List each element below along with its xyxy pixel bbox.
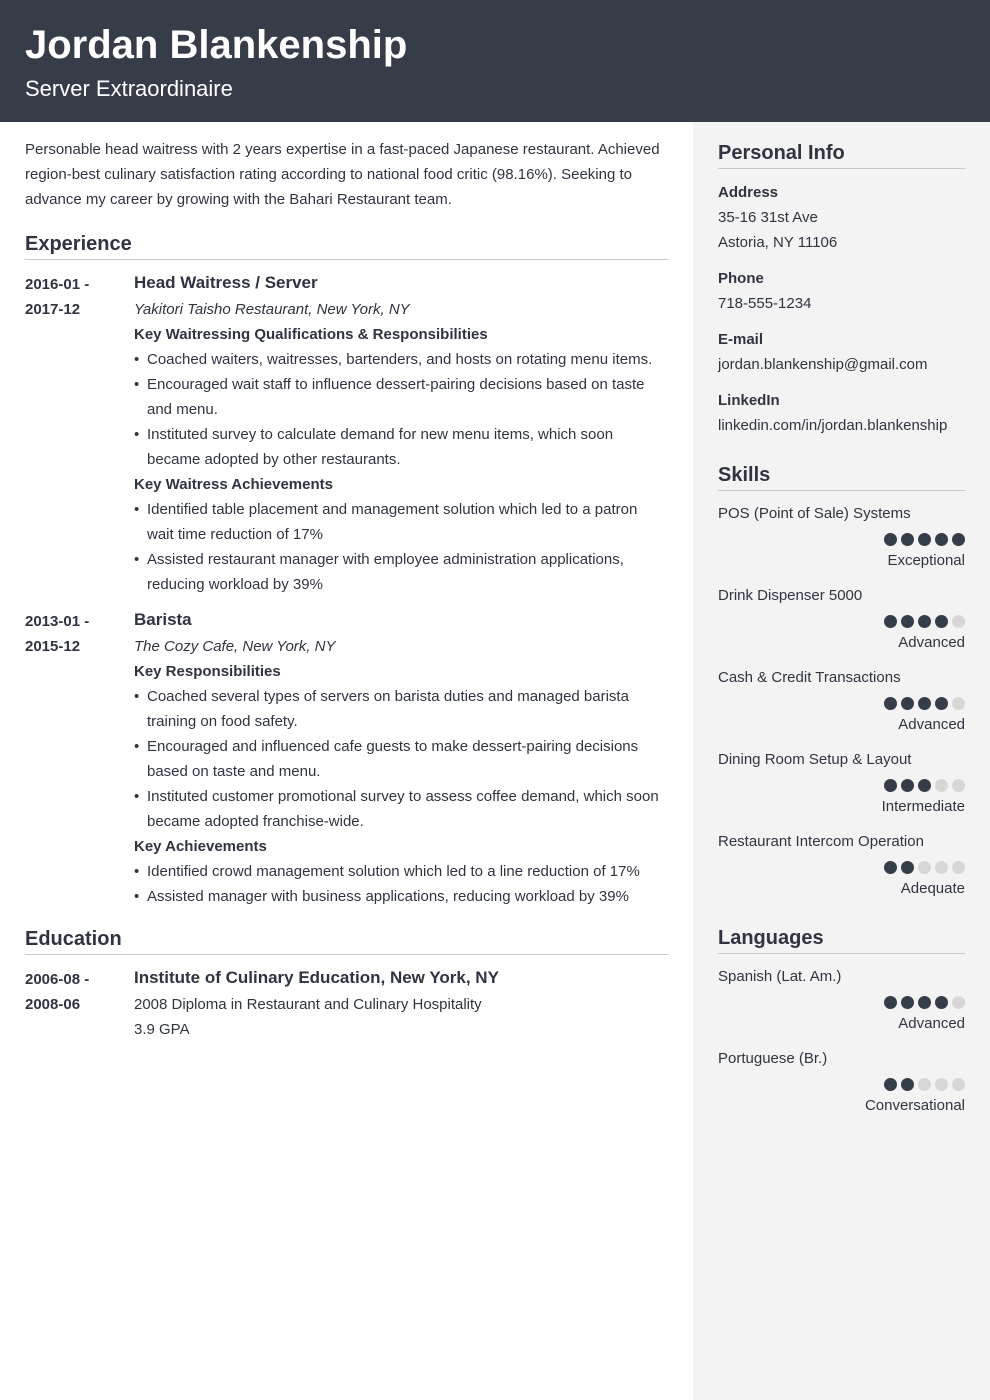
personal-info-section <box>718 140 965 438</box>
email-label: E-mail <box>718 331 764 348</box>
rating-dot-filled <box>884 996 897 1009</box>
date-end: 2008-06 <box>25 996 81 1013</box>
rating-item-name: Portuguese (Br.) <box>718 1050 828 1067</box>
rating-dot-empty <box>935 779 948 792</box>
bullet-item: • Assisted manager with business applications, reducing workload by 39% <box>134 884 668 909</box>
bullet-list <box>134 684 668 834</box>
rating-dot-filled <box>884 1078 897 1091</box>
address-line: 35-16 31st Ave <box>718 209 818 226</box>
education-entry <box>25 965 668 1042</box>
rating-level: Advanced <box>898 1015 965 1032</box>
rating-dots <box>718 861 965 874</box>
group-heading: Key Waitress Achievements <box>134 476 333 493</box>
rating-level: Conversational <box>864 1097 965 1114</box>
rating-dot-filled <box>935 996 948 1009</box>
address-label: Address <box>718 184 779 201</box>
rating-dot-filled <box>901 996 914 1009</box>
sidebar-column <box>718 140 965 1118</box>
bullet-item: • Identified table placement and management solution which led to a patron wait time reduction of 17% <box>134 497 668 547</box>
rating-dot-empty <box>952 779 965 792</box>
rating-dot-empty <box>952 1078 965 1091</box>
group-heading: Key Responsibilities <box>134 663 281 680</box>
profile-summary: Personable head waitress with 2 years expertise in a fast-paced Japanese restaurant. Achieved region-best culinary satisfaction rating according to national food critic (98.16%). Seeking to advance my career by growing with the Bahari Restaurant team. <box>25 141 660 208</box>
entry-body <box>134 607 668 909</box>
candidate-title: Server Extraordinaire <box>25 76 233 101</box>
group-heading: Key Waitressing Qualifications & Responsibilities <box>134 326 488 343</box>
rating-item <box>718 583 965 655</box>
bullet-list <box>134 859 668 909</box>
entry-body <box>134 270 668 597</box>
entry-body <box>134 965 668 1042</box>
bullet-item: • Coached waiters, waitresses, bartenders, and hosts on rotating menu items. <box>134 347 668 372</box>
rating-item-name: POS (Point of Sale) Systems <box>718 505 911 522</box>
experience-entry <box>25 270 668 597</box>
phone-label: Phone <box>718 270 764 287</box>
rating-dots <box>718 533 965 546</box>
rating-item <box>718 501 965 573</box>
rating-dots <box>718 615 965 628</box>
rating-dot-filled <box>884 615 897 628</box>
rating-dot-filled <box>935 533 948 546</box>
rating-level: Advanced <box>898 634 965 651</box>
rating-level: Intermediate <box>881 798 965 815</box>
rating-dot-filled <box>884 861 897 874</box>
bullet-item: • Encouraged and influenced cafe guests to make dessert-pairing decisions based on taste and menu. <box>134 734 668 784</box>
rating-dot-filled <box>918 697 931 710</box>
rating-item-name: Drink Dispenser 5000 <box>718 587 863 604</box>
rating-dot-empty <box>918 1078 931 1091</box>
education-section <box>25 927 668 1042</box>
rating-dot-filled <box>901 615 914 628</box>
rating-dot-filled <box>901 1078 914 1091</box>
linkedin-value: linkedin.com/in/jordan.blankenship <box>718 417 948 434</box>
rating-dot-empty <box>952 615 965 628</box>
school-name: Institute of Culinary Education, New York, NY <box>134 968 499 987</box>
rating-dot-empty <box>918 861 931 874</box>
experience-heading: Experience <box>25 232 668 260</box>
rating-dots <box>718 996 965 1009</box>
skills-list <box>718 501 965 901</box>
rating-item <box>718 964 965 1036</box>
skills-section <box>718 462 965 901</box>
rating-dot-filled <box>901 779 914 792</box>
bullet-item: • Instituted customer promotional survey to assess coffee demand, which soon became adopted franchise-wide. <box>134 784 668 834</box>
rating-dots <box>718 1078 965 1091</box>
phone-value: 718-555-1234 <box>718 295 812 312</box>
rating-dots <box>718 697 965 710</box>
main-column <box>25 137 668 1042</box>
rating-dot-filled <box>884 697 897 710</box>
candidate-name: Jordan Blankenship <box>25 23 408 67</box>
date-start: 2013-01 - <box>25 613 90 630</box>
rating-level: Advanced <box>898 716 965 733</box>
linkedin-label: LinkedIn <box>718 392 780 409</box>
date-start: 2006-08 - <box>25 971 90 988</box>
rating-dot-empty <box>952 861 965 874</box>
bullet-item: • Assisted restaurant manager with employee administration applications, reducing workload by 39% <box>134 547 668 597</box>
rating-level: Exceptional <box>887 552 965 569</box>
rating-item <box>718 747 965 819</box>
rating-item-name: Spanish (Lat. Am.) <box>718 968 842 985</box>
rating-dot-filled <box>884 779 897 792</box>
resume-header <box>0 0 990 122</box>
education-heading: Education <box>25 927 668 955</box>
rating-dot-empty <box>952 996 965 1009</box>
bullet-item: • Instituted survey to calculate demand for new menu items, which soon became adopted by other restaurants. <box>134 422 668 472</box>
rating-dot-filled <box>918 996 931 1009</box>
date-end: 2015-12 <box>25 638 81 655</box>
rating-dot-filled <box>918 615 931 628</box>
rating-dot-filled <box>884 533 897 546</box>
job-company: The Cozy Cafe, New York, NY <box>134 638 336 655</box>
rating-item-name: Dining Room Setup & Layout <box>718 751 912 768</box>
rating-dot-filled <box>901 697 914 710</box>
rating-level: Adequate <box>900 880 965 897</box>
rating-dot-filled <box>901 533 914 546</box>
languages-section <box>718 925 965 1118</box>
job-company: Yakitori Taisho Restaurant, New York, NY <box>134 301 410 318</box>
rating-dot-filled <box>918 533 931 546</box>
address-line: Astoria, NY 11106 <box>718 234 838 251</box>
bullet-list <box>134 347 668 472</box>
rating-dot-filled <box>952 533 965 546</box>
personal-info-heading: Personal Info <box>718 140 965 169</box>
job-role: Barista <box>134 610 192 629</box>
rating-item <box>718 829 965 901</box>
skills-heading: Skills <box>718 462 965 491</box>
rating-dot-filled <box>935 697 948 710</box>
job-role: Head Waitress / Server <box>134 273 318 292</box>
rating-dot-filled <box>901 861 914 874</box>
group-heading: Key Achievements <box>134 838 267 855</box>
rating-item <box>718 665 965 737</box>
entry-date <box>25 270 134 597</box>
email-value: jordan.blankenship@gmail.com <box>718 356 928 373</box>
bullet-item: • Coached several types of servers on barista duties and managed barista training on food safety. <box>134 684 668 734</box>
date-start: 2016-01 - <box>25 276 90 293</box>
rating-dot-filled <box>935 615 948 628</box>
rating-dot-empty <box>935 1078 948 1091</box>
bullet-item: • Encouraged wait staff to influence dessert-pairing decisions based on taste and menu. <box>134 372 668 422</box>
rating-item <box>718 1046 965 1118</box>
experience-entry <box>25 607 668 909</box>
experience-section <box>25 232 668 909</box>
date-end: 2017-12 <box>25 301 81 318</box>
rating-item-name: Restaurant Intercom Operation <box>718 833 924 850</box>
rating-item-name: Cash & Credit Transactions <box>718 669 901 686</box>
rating-dot-empty <box>935 861 948 874</box>
bullet-list <box>134 497 668 597</box>
languages-list <box>718 964 965 1118</box>
entry-date <box>25 965 134 1042</box>
rating-dots <box>718 779 965 792</box>
entry-date <box>25 607 134 909</box>
degree: 2008 Diploma in Restaurant and Culinary Hospitality <box>134 996 482 1013</box>
gpa: 3.9 GPA <box>134 1021 190 1038</box>
bullet-item: • Identified crowd management solution which led to a line reduction of 17% <box>134 859 668 884</box>
rating-dot-filled <box>918 779 931 792</box>
rating-dot-empty <box>952 697 965 710</box>
languages-heading: Languages <box>718 925 965 954</box>
